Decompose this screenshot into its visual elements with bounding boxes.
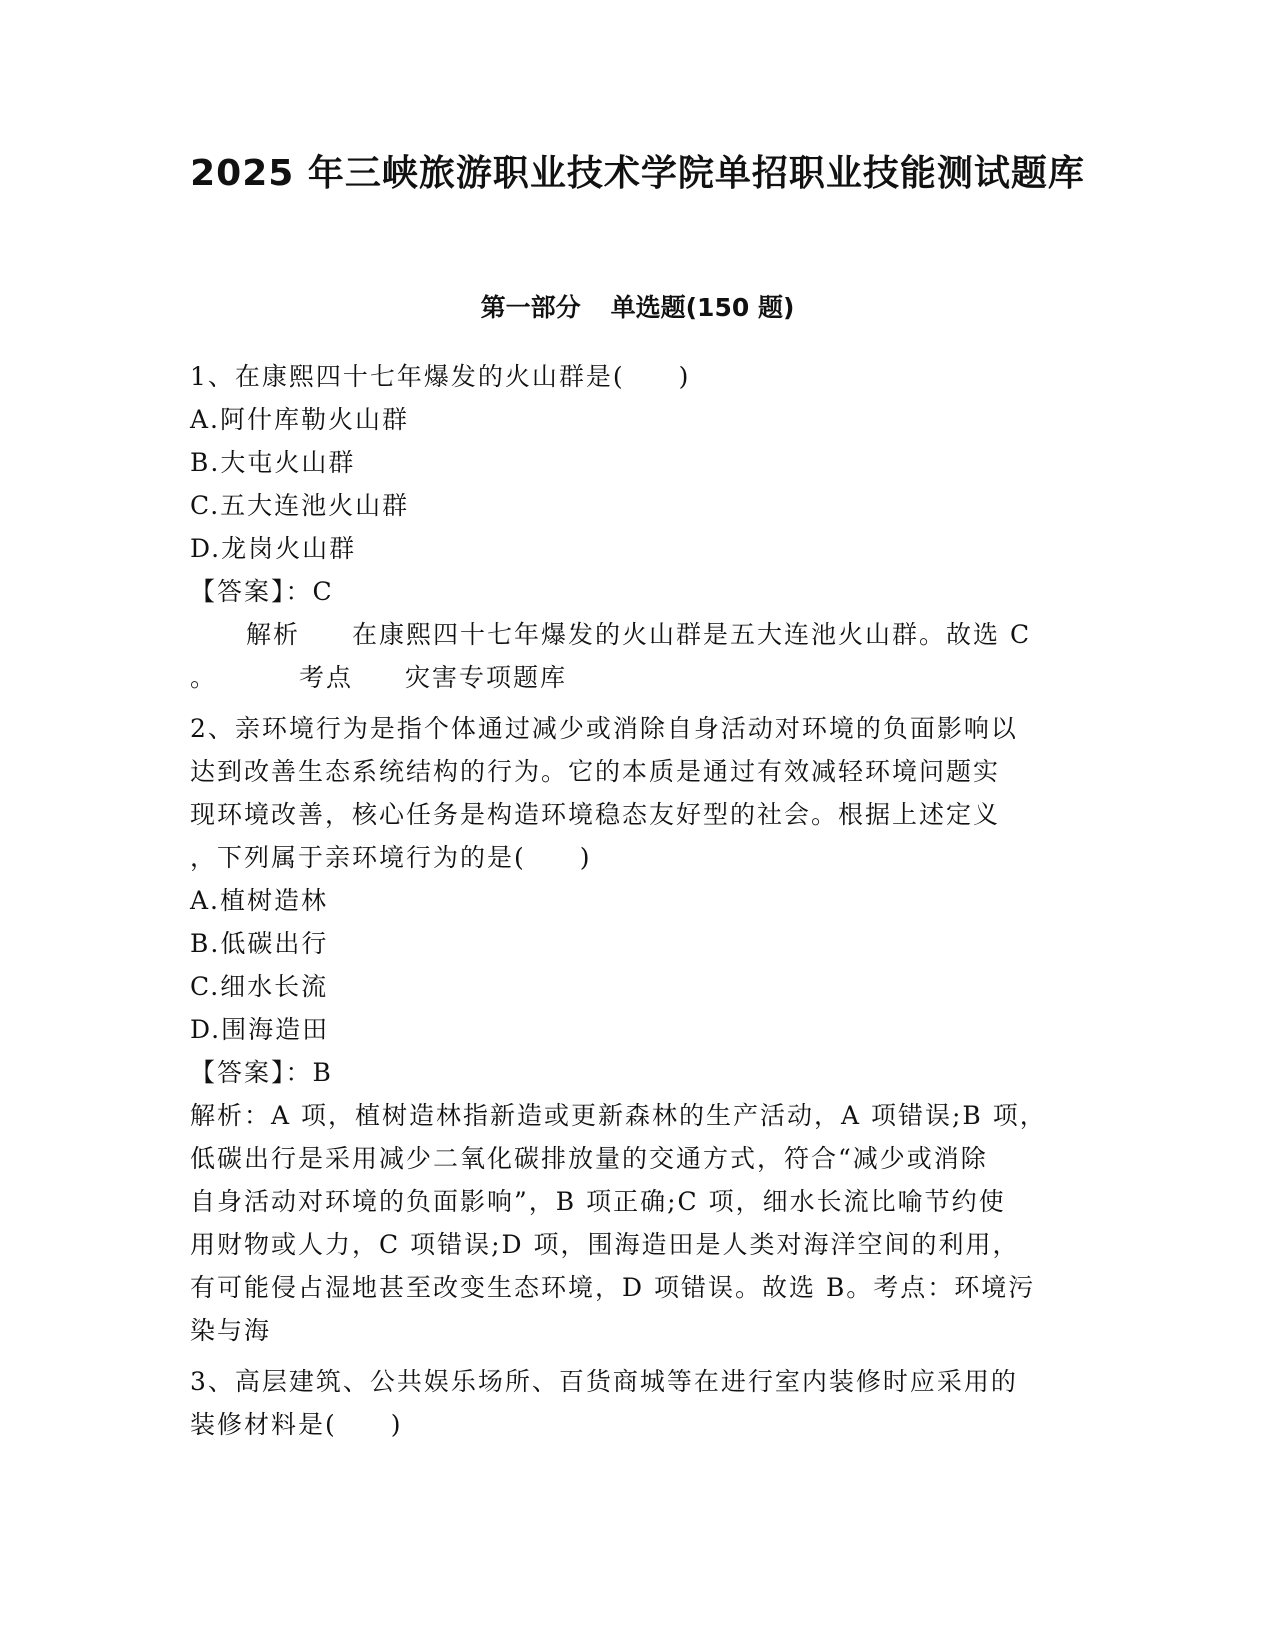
question-stem-line: 装修材料是( ) bbox=[190, 1410, 403, 1439]
question-3 bbox=[190, 1360, 1090, 1446]
analysis-line: 解析：A 项，植树造林指新造或更新森林的生产活动，A 项错误;B 项， bbox=[190, 1101, 1047, 1130]
question-1 bbox=[190, 355, 1090, 699]
analysis-label: 解析 bbox=[246, 620, 301, 649]
topic-label: 考点 bbox=[299, 663, 354, 692]
answer: 【答案】：C bbox=[190, 577, 334, 606]
question-2 bbox=[190, 707, 1090, 1352]
section-name: 单选题(150 题) bbox=[610, 293, 795, 322]
option-a: A.阿什库勒火山群 bbox=[190, 405, 410, 434]
analysis-continuation bbox=[190, 656, 1090, 699]
option-b: B.大屯火山群 bbox=[190, 448, 356, 477]
question-stem-line: 现环境改善，核心任务是构造环境稳态友好型的社会。根据上述定义 bbox=[190, 800, 1001, 829]
analysis-text: 在康熙四十七年爆发的火山群是五大连池火山群。故选 C bbox=[352, 620, 1032, 649]
analysis-line: 自身活动对环境的负面影响”，B 项正确;C 项，细水长流比喻节约使 bbox=[190, 1187, 1006, 1216]
section-heading bbox=[0, 290, 1275, 326]
question-stem-line: 2、亲环境行为是指个体通过减少或消除自身活动对环境的负面影响以 bbox=[190, 714, 1018, 743]
question-list bbox=[190, 355, 1090, 1446]
question-stem: 1、在康熙四十七年爆发的火山群是( ) bbox=[190, 362, 691, 391]
option-d: D.围海造田 bbox=[190, 1015, 330, 1044]
section-label: 第一部分 bbox=[480, 293, 581, 322]
analysis-line: 用财物或人力，C 项错误;D 项，围海造田是人类对海洋空间的利用， bbox=[190, 1230, 1020, 1259]
analysis-line: 染与海 bbox=[190, 1316, 272, 1345]
option-c: C.细水长流 bbox=[190, 972, 329, 1001]
question-stem-line: 3、高层建筑、公共娱乐场所、百货商城等在进行室内装修时应采用的 bbox=[190, 1367, 1018, 1396]
analysis-cont: 。 bbox=[190, 663, 218, 692]
question-stem-line: ，下列属于亲环境行为的是( ) bbox=[190, 843, 592, 872]
option-a: A.植树造林 bbox=[190, 886, 329, 915]
answer: 【答案】：B bbox=[190, 1058, 333, 1087]
option-c: C.五大连池火山群 bbox=[190, 491, 410, 520]
topic-value: 灾害专项题库 bbox=[405, 663, 568, 692]
analysis-line: 低碳出行是采用减少二氧化碳排放量的交通方式，符合“减少或消除 bbox=[190, 1144, 988, 1173]
question-stem-line: 达到改善生态系统结构的行为。它的本质是通过有效减轻环境问题实 bbox=[190, 757, 1001, 786]
analysis-line: 有可能侵占湿地甚至改变生态环境，D 项错误。故选 B。考点：环境污 bbox=[190, 1273, 1036, 1302]
option-b: B.低碳出行 bbox=[190, 929, 329, 958]
option-d: D.龙岗火山群 bbox=[190, 534, 357, 563]
document-title: 2025 年三峡旅游职业技术学院单招职业技能测试题库 bbox=[190, 153, 1085, 194]
analysis bbox=[190, 613, 1090, 656]
